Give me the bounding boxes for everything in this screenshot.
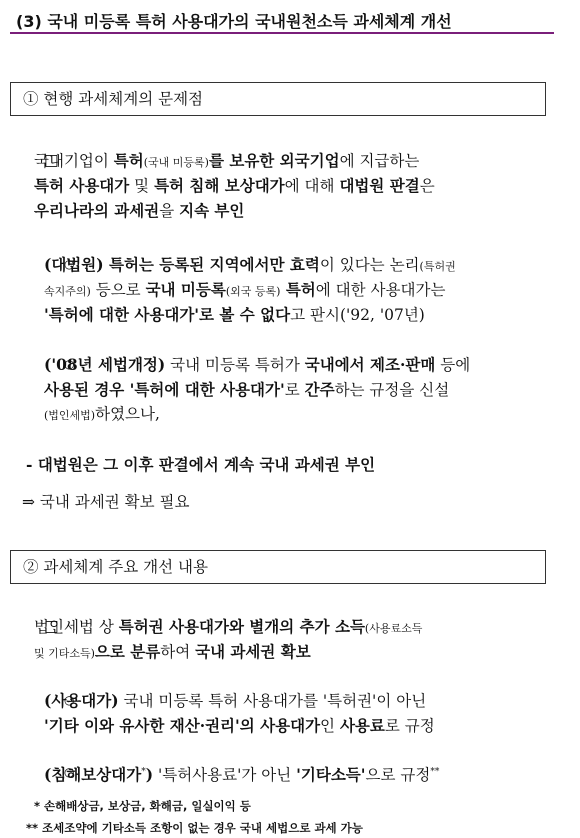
text: 등에	[435, 356, 471, 374]
text: (국내 미등록)	[143, 156, 209, 169]
text: 국내기업이	[34, 152, 114, 170]
text: 인	[320, 717, 340, 735]
text: 은	[419, 177, 435, 195]
footnote-marker: **	[430, 767, 440, 777]
text: ('08년 세법개정)	[44, 355, 166, 374]
text: )	[145, 765, 154, 785]
text: 보유한 외국기업	[229, 151, 340, 170]
page-heading: (3) 국내 미등록 특허 사용대가의 국내원천소득 과세체계 개선	[10, 10, 554, 34]
text: '기타 이와 유사한 재산·권리'의 사용대가	[44, 716, 321, 735]
text: 사용된 경우 '특허에 대한 사용대가'	[44, 380, 285, 399]
text: 에 지급하는	[339, 152, 420, 170]
text: 및 기타소득)	[34, 647, 95, 660]
dash-item-continued-denial: - 대법원은 그 이후 판결에서 계속 국내 과세권 부인	[26, 455, 376, 474]
footnote-2: ** 조세조약에 기타소득 조항이 없는 경우 국내 세법으로 과세 가능	[26, 821, 363, 835]
text: 로 규정	[384, 717, 435, 735]
section-title-current-problems: ① 현행 과세체계의 문제점	[10, 82, 546, 116]
text: 특허	[113, 151, 144, 170]
text: 속지주의)	[44, 285, 91, 298]
text: 법인세법 상	[34, 618, 119, 636]
text: 사용료	[339, 716, 385, 735]
circle-item-tax-revision-2008	[0, 352, 580, 427]
text: 특허권 사용대가와 별개의 추가 소득	[118, 617, 365, 636]
text: (대법원) 특허는 등록된 지역에서만 효력	[44, 255, 320, 274]
text: 지속 부인	[179, 201, 245, 220]
text: 으로 규정	[365, 766, 431, 785]
text: 간주	[304, 380, 335, 399]
text: '기타소득'	[296, 765, 366, 785]
text: 하는 규정을 신설	[334, 381, 450, 399]
text: 에 대한 사용대가는	[315, 281, 446, 299]
section-title-key-improvements: ② 과세체계 주요 개선 내용	[10, 550, 546, 584]
text: 이 있다는 논리	[319, 256, 420, 274]
text: (사용료소득	[364, 622, 423, 635]
arrow-conclusion: ⇒ 국내 과세권 확보 필요	[22, 493, 190, 511]
text: (침해보상대가	[44, 765, 142, 785]
box-item-corporate-tax-law	[0, 614, 580, 664]
text: 국내 미등록 특허 사용대가를 '특허권'이 아닌	[118, 692, 427, 710]
text: 대법원 판결	[339, 176, 420, 195]
text: 특허 사용대가	[34, 176, 130, 195]
circle-item-usage-fee	[0, 688, 580, 738]
text: '특허에 대한 사용대가'로 볼 수 없다	[44, 305, 291, 324]
text: 고 판시('92, '07년)	[290, 306, 425, 324]
text: 에 대해	[284, 177, 340, 195]
text: (외국 등록)	[225, 285, 281, 298]
text: 및	[129, 177, 155, 195]
text: 국내 과세권 확보	[195, 642, 311, 661]
text: 하여	[160, 643, 196, 661]
text: 을	[159, 202, 180, 220]
text: 특허	[280, 280, 316, 299]
text: 국내 미등록 특허가	[165, 356, 305, 374]
text: 등으로	[90, 281, 146, 299]
text: (사용대가)	[44, 691, 119, 710]
text: 하였으나,	[95, 405, 160, 423]
circle-item-infringement-compensation	[0, 760, 580, 785]
text: 로	[284, 381, 305, 399]
footnote-1: * 손해배상금, 보상금, 화해금, 일실이익 등	[34, 799, 251, 813]
text: 국내 미등록	[145, 280, 226, 299]
text: 국내에서 제조·판매	[304, 355, 436, 374]
text: '특허사용료'가 아닌	[153, 766, 297, 785]
text: 특허 침해 보상대가	[154, 176, 285, 195]
text: 우리나라의 과세권	[34, 201, 160, 220]
text: (법인세법)	[44, 409, 96, 422]
text: 으로 분류	[94, 642, 161, 661]
box-item-court-ruling	[0, 148, 580, 223]
circle-item-supreme-court	[0, 252, 580, 327]
text: (특허권	[419, 260, 456, 273]
footnote-marker: *	[141, 767, 146, 777]
text: 를	[208, 151, 230, 170]
